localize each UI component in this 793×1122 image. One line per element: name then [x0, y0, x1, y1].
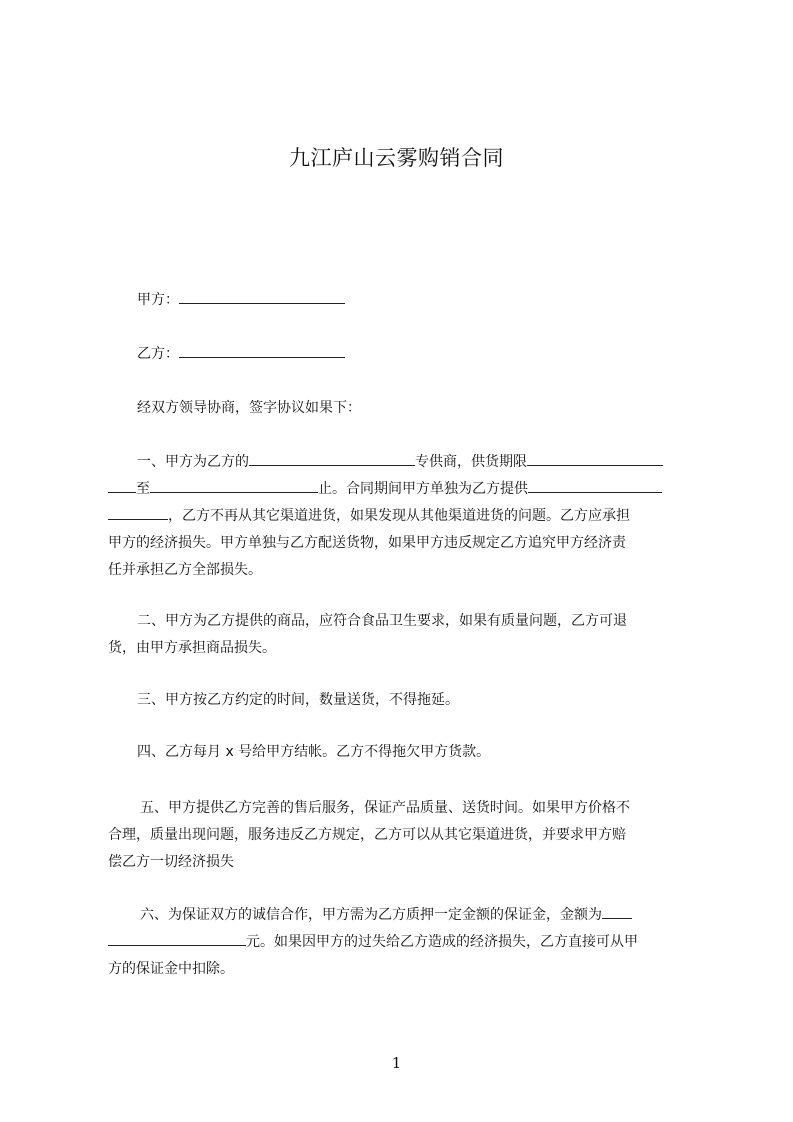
clause6-line3: 方的保证金中扣除。 — [108, 961, 234, 977]
clause6-line2 — [108, 929, 700, 955]
clause3-text: 三、甲方按乙方约定的时间，数量送货，不得拖延。 — [137, 692, 459, 708]
party-a-line — [137, 287, 729, 313]
clause2-line1: 二、甲方为乙方提供的商品，应符合食品卫生要求，如果有质量问题，乙方可退 — [137, 613, 627, 629]
period-start-blank — [527, 451, 663, 466]
clause6-line1 — [140, 902, 732, 928]
deposit-amount-blank — [602, 904, 632, 919]
product-blank — [528, 478, 662, 493]
clause1-text-a: 一、甲方为乙方的 — [137, 454, 249, 470]
party-b-line — [137, 341, 729, 367]
clause1-line4: 甲方的经济损失。甲方单独与乙方配送货物，如果甲方违反规定乙方追究甲方经济责 — [108, 535, 626, 551]
document-title: 九江庐山云雾购销合同 — [289, 146, 504, 170]
clause1-text-b: 专供商，供货期限 — [415, 454, 527, 470]
clause1-line5: 任并承担乙方全部损失。 — [108, 562, 262, 578]
clause5-line3: 偿乙方一切经济损失 — [108, 854, 234, 870]
supplier-blank — [249, 451, 415, 466]
party-a-label: 甲方： — [137, 292, 179, 308]
page-number: 1 — [391, 1054, 402, 1072]
clause1-text-d: ，乙方不再从其它渠道进货，如果发现从其他渠道进货的问题。乙方应承担 — [168, 508, 630, 524]
clause1-line2 — [108, 476, 700, 502]
party-b-label: 乙方： — [137, 346, 179, 362]
clause1-line1 — [137, 449, 729, 475]
deposit-amount-blank-cont — [108, 931, 246, 946]
clause4-text: 四、乙方每月 x 号给甲方结帐。乙方不得拖欠甲方货款。 — [137, 744, 491, 760]
intro-text: 经双方领导协商，签字协议如果下： — [137, 400, 361, 416]
product-blank-cont — [108, 505, 168, 520]
party-a-blank — [179, 289, 345, 304]
clause2-line2: 货，由甲方承担商品损失。 — [108, 640, 276, 656]
period-end-blank — [150, 478, 318, 493]
party-b-blank — [179, 343, 345, 358]
clause6-text-a: 六、为保证双方的诚信合作，甲方需为乙方质押一定金额的保证金，金额为 — [140, 907, 602, 923]
clause5-line1: 五、甲方提供乙方完善的售后服务，保证产品质量、送货时间。如果甲方价格不 — [140, 800, 630, 816]
clause1-text-c: 止。合同期间甲方单独为乙方提供 — [318, 481, 528, 497]
clause1-line3 — [108, 503, 700, 529]
period-start-blank-cont — [108, 478, 136, 493]
clause5-line2: 合理，质量出现问题，服务违反乙方规定，乙方可以从其它渠道进货，并要求甲方赔 — [108, 827, 626, 843]
clause6-text-b: 元。如果因甲方的过失给乙方造成的经济损失，乙方直接可从甲 — [246, 934, 638, 950]
clause1-text-to: 至 — [136, 481, 150, 497]
